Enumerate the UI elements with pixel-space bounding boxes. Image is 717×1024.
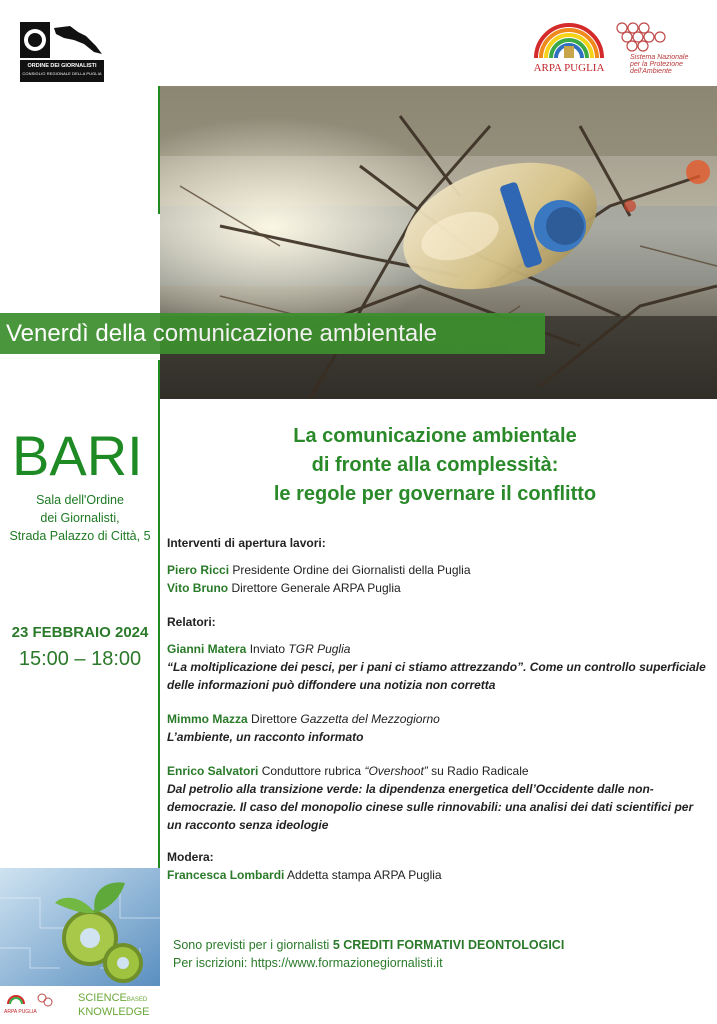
- sbk-word: KNOWLEDGE: [78, 1006, 150, 1018]
- speaker-block: [167, 640, 707, 694]
- event-date: 23 FEBBRAIO 2024: [11, 624, 149, 641]
- title-line: di fronte alla complessità:: [311, 454, 559, 476]
- speaker-name: Vito Bruno: [167, 581, 229, 595]
- speaker-role: Presidente Ordine dei Giornalisti della Puglia: [232, 563, 471, 577]
- rainbow-icon: [532, 22, 606, 60]
- section-heading: Interventi di apertura lavori:: [167, 536, 326, 550]
- speaker-outlet: Gazzetta del Mezzogiorno: [300, 712, 440, 726]
- snpa-caption: [630, 54, 710, 75]
- talk-title: “La moltiplicazione dei pesci, per i pani ci stiamo attrezzando”. Come un controllo superficiale delle informazioni può diffondere una notizia non corretta: [167, 660, 706, 692]
- speaker-name: Mimmo Mazza: [167, 712, 248, 726]
- credits-amount: 5 CREDITI FORMATIVI DEONTOLOGICI: [332, 938, 565, 952]
- snpa-line3: dell'Ambiente: [630, 68, 672, 75]
- speaker-line: [167, 640, 707, 658]
- odg-caption: [20, 60, 104, 82]
- title-line: La comunicazione ambientale: [293, 425, 577, 447]
- talk-title: L’ambiente, un racconto informato: [167, 730, 364, 744]
- registration-link[interactable]: Per iscrizioni: https://www.formazionegiornalisti.it: [173, 956, 443, 970]
- science-based-knowledge-image: [0, 868, 160, 1024]
- speaker-name: Francesca Lombardi: [167, 868, 285, 882]
- divider-line: [158, 360, 160, 870]
- event-venue: [0, 491, 160, 545]
- event-city: BARI: [12, 424, 143, 487]
- event-time: 15:00 – 18:00: [18, 648, 142, 670]
- title-line: le regole per governare il conflitto: [273, 483, 597, 505]
- speaker-role: Conduttore rubrica: [261, 764, 362, 778]
- speaker-block: [167, 710, 707, 746]
- arpa-name: ARPA PUGLIA: [533, 62, 605, 74]
- sbk-arpa-label: ARPA PUGLIA: [4, 1009, 37, 1015]
- speaker-role: Inviato: [249, 642, 286, 656]
- speaker-name: Enrico Salvatori: [167, 764, 259, 778]
- speaker-role-suffix: su Radio Radicale: [431, 764, 529, 778]
- opening-speaker: [167, 561, 707, 579]
- speaker-role: Direttore Generale ARPA Puglia: [231, 581, 401, 595]
- talk-title: Dal petrolio alla transizione verde: la dipendenza energetica dell’Occidente dalle non-democrazie. Il caso del monopolio cinese sulle rinnovabili: una analisi dei dati scientifici per un racconto senza ideologie: [167, 782, 694, 832]
- snpa-line1: Sistema Nazionale: [630, 54, 689, 61]
- snpa-line2: per la Protezione: [630, 61, 683, 68]
- speaker-name: Piero Ricci: [167, 563, 230, 577]
- sbk-word: SCIENCE: [78, 992, 127, 1004]
- venue-line: dei Giornalisti,: [40, 511, 120, 525]
- credits-prefix: Sono previsti per i giornalisti: [173, 938, 330, 952]
- speaker-block: [167, 762, 707, 834]
- odg-emblem-icon: [20, 22, 104, 58]
- arpa-logo: [530, 22, 608, 78]
- venue-line: Strada Palazzo di Città, 5: [9, 529, 151, 543]
- speaker-outlet: TGR Puglia: [288, 642, 351, 656]
- odg-subname: CONSIGLIO REGIONALE DELLA PUGLIA: [22, 71, 102, 76]
- section-heading: Modera:: [167, 850, 214, 864]
- hexagon-network-icon: [612, 20, 672, 56]
- footer-info: [173, 936, 564, 972]
- venue-line: Sala dell'Ordine: [36, 493, 124, 507]
- opening-speaker: [167, 579, 707, 597]
- opening-section: [167, 534, 707, 552]
- speaker-outlet: “Overshoot”: [364, 764, 428, 778]
- section-heading: Relatori:: [167, 615, 216, 629]
- credits-line: [173, 936, 564, 954]
- odg-logo: [20, 22, 104, 82]
- sbk-word: BASED: [126, 997, 148, 1003]
- speaker-name: Gianni Matera: [167, 642, 247, 656]
- snpa-logo: [612, 20, 704, 80]
- event-title: [220, 422, 650, 509]
- speaker-line: [167, 710, 707, 728]
- speaker-role: Addetta stampa ARPA Puglia: [287, 868, 442, 882]
- relatori-section: [167, 613, 707, 631]
- moderator-section: [167, 848, 707, 884]
- series-banner: Venerdì della comunicazione ambientale: [0, 313, 545, 354]
- sbk-title: [78, 992, 150, 1018]
- speaker-line: [167, 762, 707, 780]
- speaker-line: [167, 866, 707, 884]
- speaker-role: Direttore: [251, 712, 298, 726]
- odg-name: ORDINE DEI GIORNALISTI: [27, 63, 97, 69]
